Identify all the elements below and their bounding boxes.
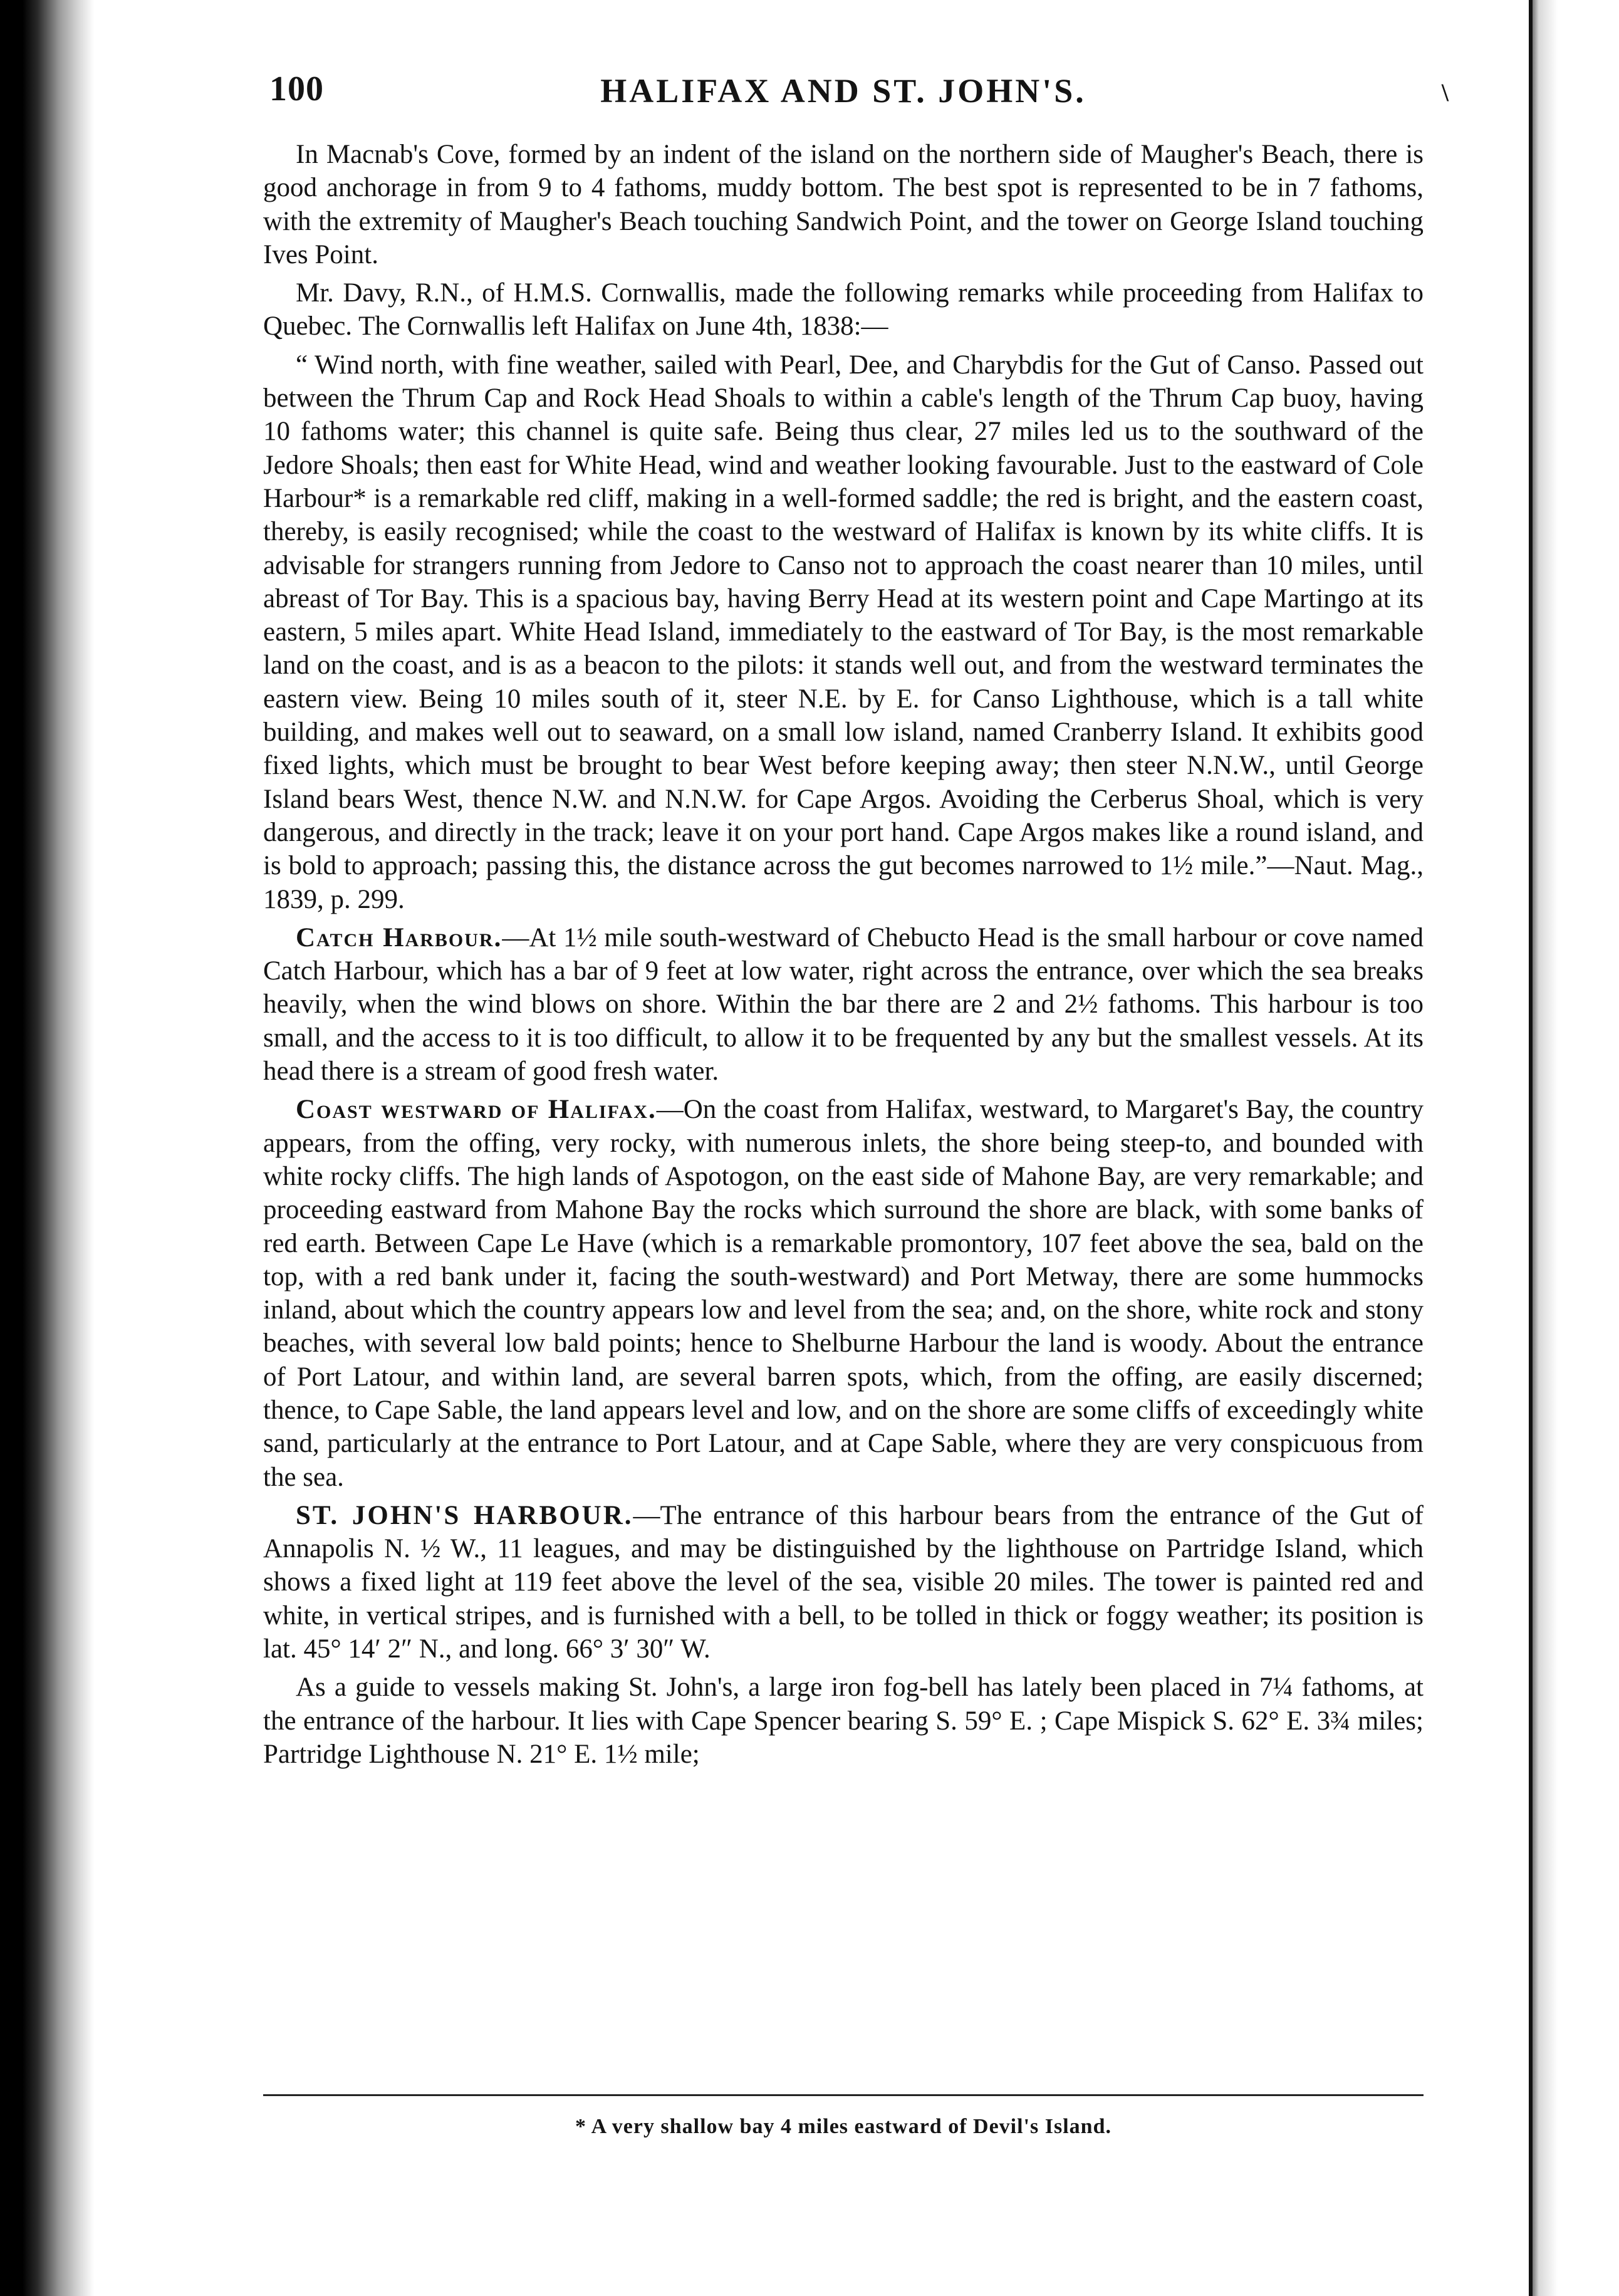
page-body [263, 138, 1424, 1771]
section-heading-st-johns-harbour: ST. JOHN'S HARBOUR. [296, 1500, 633, 1530]
paragraph-macnabs-cove: In Macnab's Cove, formed by an indent of the island on the northern side of Maugher's Beach, there is good anchorage in from 9 to 4 fathoms, muddy bottom. The best spot is represented to be in 7 fathoms, with the extremity of Maugher's Beach touching Sandwich Point, and the tower on George Island touching Ives Point. [263, 140, 1424, 269]
running-title: HALIFAX AND ST. JOHN'S. [600, 72, 1086, 110]
section-heading-coast-westward: Coast westward of Halifax. [296, 1095, 657, 1125]
section-heading-catch-harbour: Catch Harbour. [296, 922, 502, 952]
paragraph-quotation: “ Wind north, with fine weather, sailed with Pearl, Dee, and Charybdis for the Gut of Canso. Passed out between the Thrum Cap and Rock Head Shoals to within a cable's length of the Thrum Cap buoy, having 10 fathoms water; this channel is quite safe. Being thus clear, 27 miles led us to the southward of the Jedore Shoals; then east for White Head, wind and weather looking favourable. Just to the eastward of Cole Harbour* is a remarkable red cliff, making in a well-formed saddle; the red is bright, and the eastern coast, thereby, is easily recognised; while the coast to the westward of Halifax is known by its white cliffs. It is advisable for strangers running from Jedore to Canso not to approach the coast nearer than 10 miles, until abreast of Tor Bay. This is a spacious bay, having Berry Head at its western point and Cape Martingo at its eastern, 5 miles apart. White Head Island, immediately to the eastward of Tor Bay, is the most remarkable land on the coast, and is as a beacon to the pilots: it stands well out, and from the westward terminates the eastern view. Being 10 miles south of it, steer N.E. by E. for Canso Lighthouse, which is a tall white building, and makes well out to seaward, on a small low island, named Cranberry Island. It exhibits good fixed lights, which must be brought to bear West before keeping away; then steer N.N.W., until George Island bears West, thence N.W. and N.N.W. for Cape Argos. Avoiding the Cerberus Shoal, which is very dangerous, and directly in the track; leave it on your port hand. Cape Argos makes like a round island, and is bold to approach; passing this, the distance across the gut becomes narrowed to 1½ mile.”—Naut. Mag., 1839, p. 299. [263, 350, 1424, 914]
paragraph-fog-bell: As a guide to vessels making St. John's, a large iron fog-bell has lately been placed in 7¼ fathoms, at the entrance of the harbour. It lies with Cape Spencer bearing S. 59° E. ; Cape Mispick S. 62° E. 3¾ miles; Partridge Lighthouse N. 21° E. 1½ mile; [263, 1672, 1424, 1769]
paragraph-st-johns-harbour: ST. JOHN'S HARBOUR.—The entrance of this harbour bears from the entrance of the Gut of Annapolis N. ½ W., 11 leagues, and may be distinguished by the lighthouse on Partridge Island, which shows a fixed light at 119 feet above the level of the sea, visible 20 miles. The tower is painted red and white, in vertical stripes, and is furnished with a bell, to be tolled in thick or foggy weather; its position is lat. 45° 14′ 2″ N., and long. 66° 3′ 30″ W. [263, 1500, 1424, 1664]
footnote-divider [263, 2094, 1424, 2096]
footnote: * A very shallow bay 4 miles eastward of Devil's Island. [575, 2115, 1111, 2138]
page-number: 100 [269, 70, 324, 108]
page-header [263, 63, 1449, 125]
book-page [263, 63, 1449, 2231]
header-mark: \ [1441, 78, 1449, 107]
scan-right-border [1529, 0, 1619, 2296]
paragraph-mr-davy: Mr. Davy, R.N., of H.M.S. Cornwallis, made the following remarks while proceeding from Halifax to Quebec. The Cornwallis left Halifax on June 4th, 1838:— [263, 278, 1424, 342]
scan-left-border [0, 0, 94, 2296]
paragraph-catch-harbour: Catch Harbour.—At 1½ mile south-westward of Chebucto Head is the small harbour or cove named Catch Harbour, which has a bar of 9 feet at low water, right across the entrance, over which the sea breaks heavily, when the wind blows on shore. Within the bar there are 2 and 2½ fathoms. This harbour is too small, and the access to it is too difficult, to allow it to be frequented by any but the smallest vessels. At its head there is a stream of good fresh water. [263, 922, 1424, 1087]
paragraph-coast-westward: Coast westward of Halifax.—On the coast from Halifax, westward, to Margaret's Bay, the country appears, from the offing, very rocky, with numerous inlets, the shore being steep-to, and bounded with white rocky cliffs. The high lands of Aspotogon, on the east side of Mahone Bay, are very remarkable; and proceeding eastward from Mahone Bay the rocks which surround the shore are black, with some banks of red earth. Between Cape Le Have (which is a remarkable promontory, 107 feet above the sea, bald on the top, with a red bank under it, facing the south-westward) and Port Metway, there are some hummocks inland, about which the country appears low and level from the sea; and, on the shore, white rock and stony beaches, with several low bald points; hence to Shelburne Harbour the land is woody. About the entrance of Port Latour, and within land, are several barren spots, which, from the offing, are easily discerned; thence, to Cape Sable, the land appears level and low, and on the shore are some cliffs of exceedingly white sand, particularly at the entrance to Port Latour, and at Cape Sable, where they are very conspicuous from the sea. [263, 1095, 1424, 1492]
